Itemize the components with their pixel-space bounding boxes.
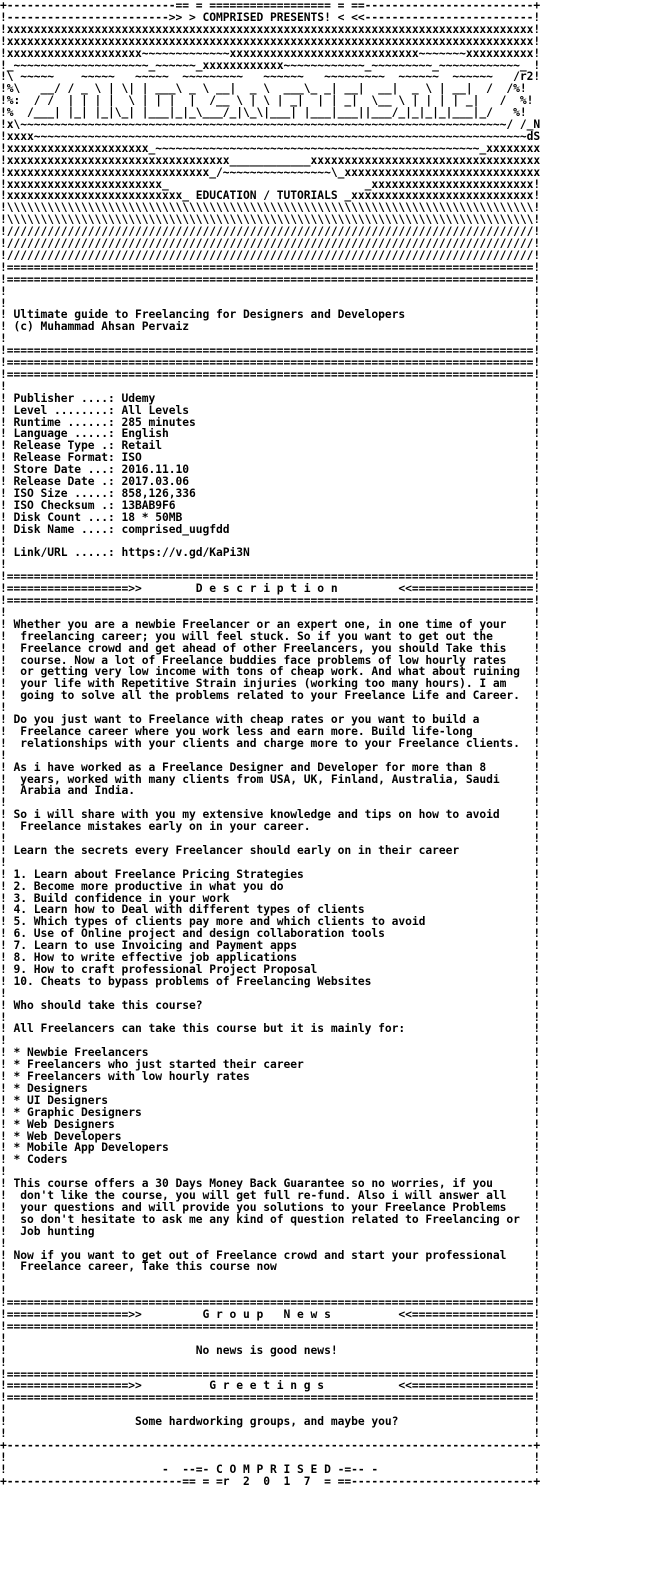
info-row: ! Release Type .: Retail ! [0,440,541,453]
info-row: ! Disk Count ...: 18 * 50MB ! [0,511,541,524]
footer-year: +--------------------------== = =r 2 0 1 7 = ==---------------------------+ [0,1475,541,1488]
description-line: ! * Coders ! [0,1154,541,1167]
description-line: ! * Newbie Freelancers ! [0,1047,541,1060]
description-line: ! All Freelancers can take this course but it is mainly for: ! [0,1023,541,1036]
logo-art-line: !xxxxxxxxxxxxxxxxxxxxxxxxxxxxxx_/~~~~~~~~~~~~~~~~\_xxxxxxxxxxxxxxxxxxxxxxxxxxxxx [0,166,541,179]
description-line: ! This course offers a 30 Days Money Back Guarantee so no worries, if you ! [0,1178,541,1191]
description-line: ! 3. Build confidence in your work ! [0,892,541,905]
description-line: ! 2. Become more productive in what you do ! [0,880,541,893]
info-row: ! Level ........: All Levels ! [0,404,541,417]
blank: ! ! [0,297,541,310]
info-row: ! Release Date .: 2017.03.06 ! [0,476,541,488]
separator: !==============================================================================! [0,1320,541,1333]
info-row: ! Publisher ....: Udemy ! [0,392,541,405]
description-line: ! ! [0,1237,541,1250]
blank: ! ! [0,285,541,298]
section-header-news: !==================>> G r o u p N e w s <<==================! [0,1309,541,1321]
description-line: ! 7. Learn to use Invoicing and Payment apps ! [0,940,541,953]
description-line: ! Job hunting ! [0,1225,541,1238]
info-row: ! Store Date ...: 2016.11.10 ! [0,464,541,477]
description-line: ! * Mobile App Developers ! [0,1142,541,1155]
description-line: ! Whether you are a newbie Freelancer or an expert one, in one time of your ! [0,618,541,631]
description-line: ! don't like the course, you will get full re-fund. Also i will answer all ! [0,1190,541,1202]
blank: ! ! [0,1404,541,1417]
top-border: +-------------------------== = ================== = ==-------------------------+ [0,0,541,12]
description-line: ! Now if you want to get out of Freelance crowd and start your professional ! [0,1249,541,1262]
separator: !==============================================================================! [0,261,541,274]
greetings-text: ! Some hardworking groups, and maybe you? ! [0,1416,541,1429]
description-line: ! ! [0,1166,541,1179]
description-line: ! or getting very low income with tons of cheap work. And what about ruining ! [0,666,541,679]
section-header-greetings: !==================>> G r e e t i n g s <<==================! [0,1380,541,1393]
description-line: ! * Freelancers who just started their career ! [0,1059,541,1072]
info-row: ! Disk Name ....: comprised_uugfdd ! [0,523,541,536]
description-line: ! relationships with your clients and charge more to your Freelance clients. ! [0,737,541,750]
description-line: ! * Designers ! [0,1082,541,1095]
blank: ! ! [0,333,541,346]
description-line: ! course. Now a lot of Freelance buddies face problems of low hourly rates ! [0,654,541,667]
description-line: ! ! [0,856,541,869]
description-line: ! * UI Designers ! [0,1094,541,1107]
hatch-line: !//////////////////////////////////////////////////////////////////////////////! [0,249,541,262]
description-line: ! ! [0,833,541,845]
separator: !==============================================================================! [0,1297,541,1310]
description-line: ! Arabia and India. ! [0,785,541,798]
separator: !==============================================================================! [0,595,541,607]
info-row: ! Release Format: ISO ! [0,452,541,465]
description-line: ! ! [0,1011,541,1024]
description-line: ! ! [0,749,541,762]
blank: ! ! [0,1285,541,1298]
info-row: ! ISO Size .....: 858,126,336 ! [0,487,541,500]
description-line: ! 8. How to write effective job applications ! [0,952,541,964]
description-line: ! * Graphic Designers ! [0,1106,541,1119]
logo-art-line: !%: / / | | | | \ | | | | /__ \ | \ | _| | | _| \__ \ | | | | _| / %! [0,95,541,108]
logo-art-line: !_~~~~~~~~~~~~~~~~~~~~_~~~~~~_xxxxxxxxxxxx~~~~~~~~~~~~_~~~~~~~~~_~~~~~~~~~~~~_ ! [0,59,541,72]
release-title: ! Ultimate guide to Freelancing for Designers and Developers ! [0,309,541,322]
logo-art-line: !% /___| |_| |_|\_| |___|_|_\___/_|\_\|___| |___|___||___/_|_|_|_|___|_/ %! [0,107,541,120]
description-line: ! ! [0,1035,541,1048]
description-line: ! 1. Learn about Freelance Pricing Strategies ! [0,868,541,881]
footer-name: ! - --=- C O M P R I S E D -=-- - ! [0,1463,541,1476]
logo-art-line: !xxxxxxxxxxxxxxxxxxxx~~~~~~~~~~~~~xxxxxxxxxxxxxxxxxxxxxxxxxxxx~~~~~~~xxxxxxxxxx! [0,47,541,60]
separator: !==============================================================================! [0,571,541,584]
description-line: ! Freelance mistakes early on in your career. ! [0,821,541,834]
description-line: ! your questions and will provide you solutions to your Freelance Problems ! [0,1201,541,1214]
description-line: ! * Web Designers ! [0,1118,541,1131]
blank: ! ! [0,606,541,619]
description-line: ! Freelance crowd and get ahead of other Freelancers, you should Take this ! [0,642,541,655]
blank: ! ! [0,1428,541,1440]
separator: !==============================================================================! [0,273,541,286]
description-line: ! Do you just want to Freelance with cheap rates or you want to build a ! [0,714,541,726]
hatch-line: !//////////////////////////////////////////////////////////////////////////////! [0,238,541,250]
description-line: ! 10. Cheats to bypass problems of Freelancing Websites ! [0,975,541,988]
separator: !==============================================================================! [0,345,541,358]
bottom-rule: +------------------------------------------------------------------------------+ [0,1439,541,1452]
info-row: ! ISO Checksum .: 13BAB9F6 ! [0,499,541,512]
description-line: ! * Web Developers ! [0,1130,541,1143]
title-bar: !------------------------>> > COMPRISED PRESENTS! < <<-------------------------! [0,11,541,24]
description-line: ! 9. How to craft professional Project Proposal ! [0,963,541,976]
tag-top: !xxxxxxxxxxxxxxxxxxxxxxx_ _xxxxxxxxxxxxxxxxxxxxxxxx! [0,178,541,191]
description-line: ! * Freelancers with low hourly rates ! [0,1071,541,1083]
description-line: ! your life with Repetitive Strain injuries (working too many hours). I am ! [0,678,541,691]
description-line: ! Freelance career where you work less and earn more. Build life-long ! [0,725,541,738]
blank: ! ! [0,559,541,572]
info-row: ! Runtime ......: 285 minutes ! [0,416,541,429]
info-row: ! Language .....: English ! [0,428,541,441]
section-tag: !xxxxxxxxxxxxxxxxxxxxxxxxxx_ EDUCATION / TUTORIALS _xxxxxxxxxxxxxxxxxxxxxxxxxxx! [0,190,541,203]
description-line: ! So i will share with you my extensive knowledge and tips on how to avoid ! [0,809,541,822]
logo-art-line: !x\~~~~~~~~~~~~~~~~~~~~~~~~~~~~~~~~~~~~~~~~~~~~~~~~~~~~~~~~~~~~~~~~~~~~~~~~/ /_N [0,119,541,131]
description-line: ! ! [0,797,541,810]
logo-art-line: !%\ __/ / _ \ | \| | ___\ _ \ __| _ \ ___\_ _| __| __| _ \ | __| / /%! [0,83,541,96]
description-line: ! so don't hesitate to ask me any kind of question related to Freelancing or ! [0,1213,541,1226]
separator: !==============================================================================! [0,368,541,381]
separator: !==============================================================================! [0,1368,541,1381]
blank: ! ! [0,1451,541,1464]
hatch-line: !\\\\\\\\\\\\\\\\\\\\\\\\\\\\\\\\\\\\\\\\\\\\\\\\\\\\\\\\\\\\\\\\\\\\\\\\\\\\\\! [0,214,541,227]
description-line: ! Who should take this course? ! [0,999,541,1012]
blank: ! ! [0,380,541,393]
logo-art-line: !xxxxxxxxxxxxxxxxxxxxxxxxxxxxxxxxxxxxxxxxxxxxxxxxxxxxxxxxxxxxxxxxxxxxxxxxxxxxxx! [0,35,541,48]
description-line: ! years, worked with many clients from USA, UK, Finland, Australia, Saudi ! [0,773,541,786]
description-line: ! ! [0,702,541,715]
logo-art-line: !xxxx~~~~~~~~~~~~~~~~~~~~~~~~~~~~~~~~~~~~~~~~~~~~~~~~~~~~~~~~~~~~~~~~~~~~~~~~~dS [0,130,541,143]
hatch-line: !\\\\\\\\\\\\\\\\\\\\\\\\\\\\\\\\\\\\\\\\\\\\\\\\\\\\\\\\\\\\\\\\\\\\\\\\\\\\\\! [0,202,541,215]
logo-art-line: !xxxxxxxxxxxxxxxxxxxxxxxxxxxxxxxxx____________xxxxxxxxxxxxxxxxxxxxxxxxxxxxxxxxxx [0,154,541,167]
hatch-line: !//////////////////////////////////////////////////////////////////////////////! [0,226,541,239]
description-line: ! 5. Which types of clients pay more and which clients to avoid ! [0,916,541,929]
separator: !==============================================================================! [0,357,541,369]
description-line: ! Learn the secrets every Freelancer should early on in their career ! [0,844,541,857]
blank: ! ! [0,1273,541,1286]
logo-art-line: !xxxxxxxxxxxxxxxxxxxxx_~~~~~~~~~~~~~~~~~~~~~~~~~~~~~~~~~~~~~~~~~~~~~~~~_xxxxxxxx [0,142,541,155]
description-line: ! going to solve all the problems related to your Freelance Life and Career. ! [0,690,541,703]
description-line: ! 4. Learn how to Deal with different types of clients ! [0,904,541,917]
blank: ! ! [0,535,541,548]
description-line: ! Freelance career, Take this course now ! [0,1261,541,1274]
link-row: ! Link/URL .....: https://v.gd/KaPi3N ! [0,547,541,560]
section-header-description: !==================>> D e s c r i p t i o n <<==================! [0,583,541,596]
description-line: ! As i have worked as a Freelance Designer and Developer for more than 8 ! [0,761,541,774]
news-text: ! No news is good news! ! [0,1344,541,1357]
release-author: ! (c) Muhammad Ahsan Pervaiz ! [0,321,541,334]
blank: ! ! [0,1356,541,1369]
description-line: ! freelancing career; you will feel stuck. So if you want to get out the ! [0,630,541,643]
description-line: ! ! [0,987,541,1000]
blank: ! ! [0,1332,541,1345]
logo-art-line: !xxxxxxxxxxxxxxxxxxxxxxxxxxxxxxxxxxxxxxxxxxxxxxxxxxxxxxxxxxxxxxxxxxxxxxxxxxxxxx! [0,23,541,36]
logo-art-line: !\ ~~~~~ ~~~~~ ~~~~~ ~~~~~~~~~ ~~~~~~ ~~~~~~~~~ ~~~~~~ ~~~~~~ /r2! [0,71,541,84]
separator: !==============================================================================! [0,1392,541,1405]
description-line: ! 6. Use of Online project and design collaboration tools ! [0,928,541,941]
